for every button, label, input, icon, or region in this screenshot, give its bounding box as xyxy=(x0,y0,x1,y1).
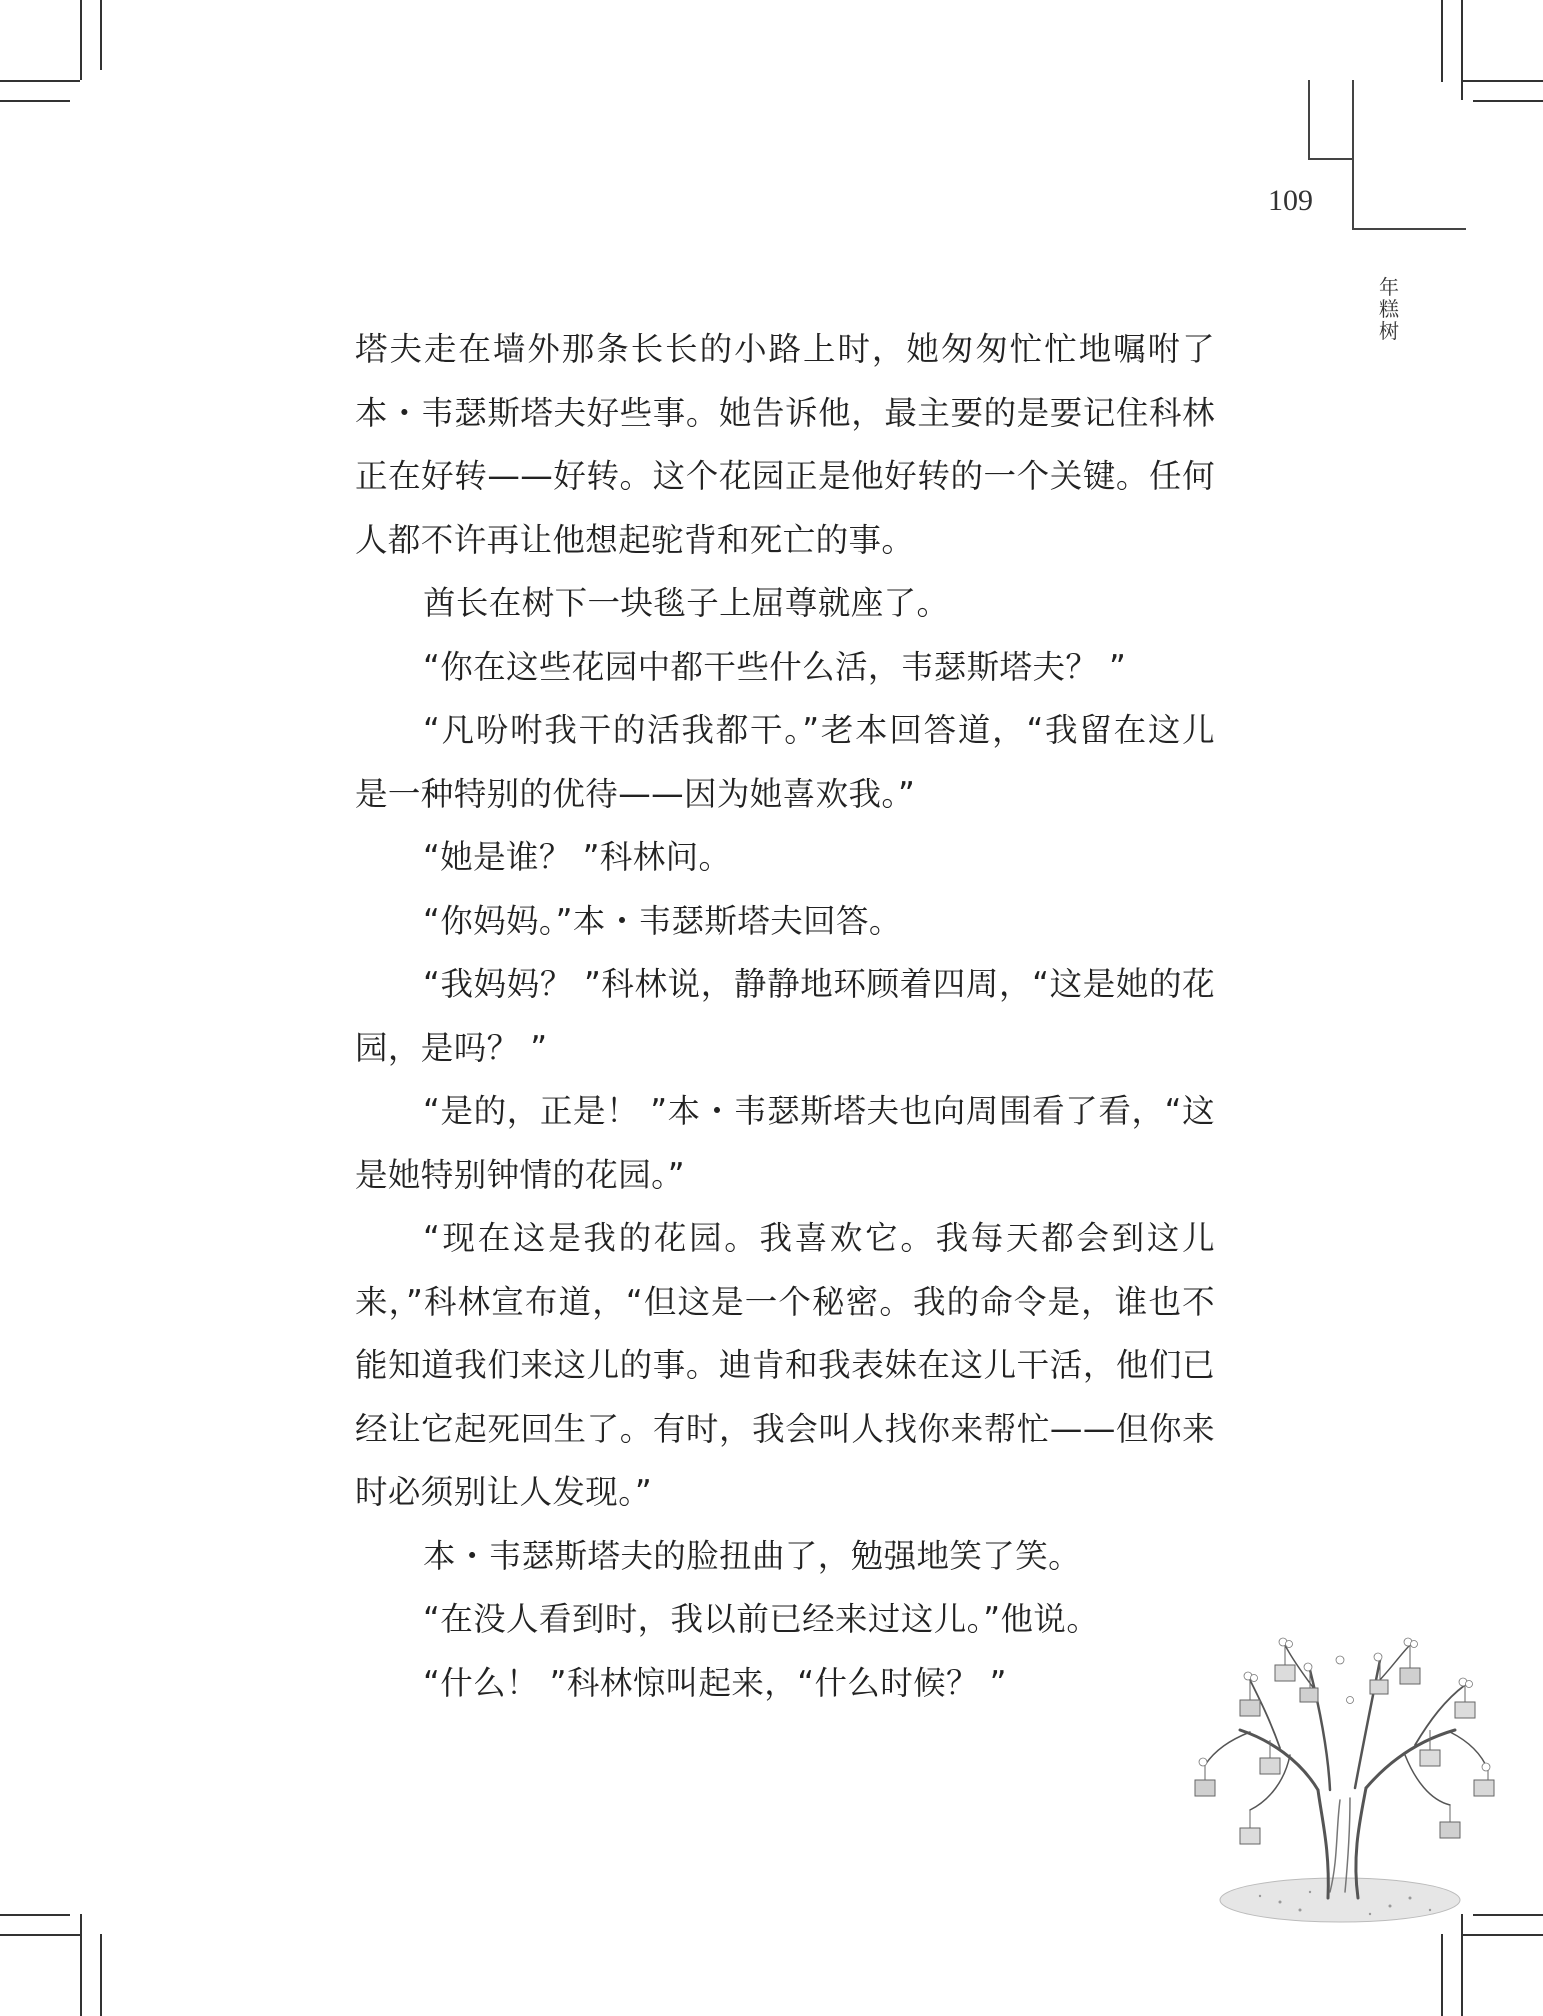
paragraph: “我妈妈？ ”科林说，静静地环顾着四周，“这是她的花园，是吗？ ” xyxy=(355,965,1215,1067)
paragraph: “什么！ ”科林惊叫起来，“什么时候？ ” xyxy=(423,1663,1007,1702)
paragraph: “凡吩咐我干的活我都干。”老本回答道，“我留在这儿是一种特别的优待——因为她喜欢我。” xyxy=(355,711,1215,813)
running-head: 年糕树 xyxy=(1379,275,1399,343)
paragraph: “她是谁？ ”科林问。 xyxy=(423,838,732,876)
paragraph: “在没人看到时，我以前已经来过这儿。”他说。 xyxy=(423,1600,1100,1638)
body-text xyxy=(355,318,1215,1715)
tree-illustration xyxy=(1190,1630,1500,1930)
paragraph: “你妈妈。”本・韦瑟斯塔夫回答。 xyxy=(423,901,902,940)
paragraph: 塔夫走在墙外那条长长的小路上时，她匆匆忙忙地嘱咐了本・韦瑟斯塔夫好些事。她告诉他，最主要的是要记住科林正在好转——好转。这个花园正是他好转的一个关键。任何人都不许再让他想起驼背和死亡的事。 xyxy=(355,330,1215,559)
paragraph: “你在这些花园中都干些什么活，韦瑟斯塔夫？ ” xyxy=(423,647,1127,686)
paragraph: “现在这是我的花园。我喜欢它。我每天都会到这儿来，”科林宣布道，“但这是一个秘密。我的命令是，谁也不能知道我们来这儿的事。迪肯和我表妹在这儿干活，他们已经让它起死回生了。有时，我会叫人找你来帮忙——但你来时必须别让人发现。” xyxy=(355,1219,1215,1511)
paragraph: “是的，正是！ ”本・韦瑟斯塔夫也向周围看了看，“这是她特别钟情的花园。” xyxy=(355,1092,1215,1194)
page-number: 109 xyxy=(1268,184,1313,217)
paragraph: 本・韦瑟斯塔夫的脸扭曲了，勉强地笑了笑。 xyxy=(423,1536,1082,1575)
paragraph: 酋长在树下一块毯子上屈尊就座了。 xyxy=(423,584,950,622)
